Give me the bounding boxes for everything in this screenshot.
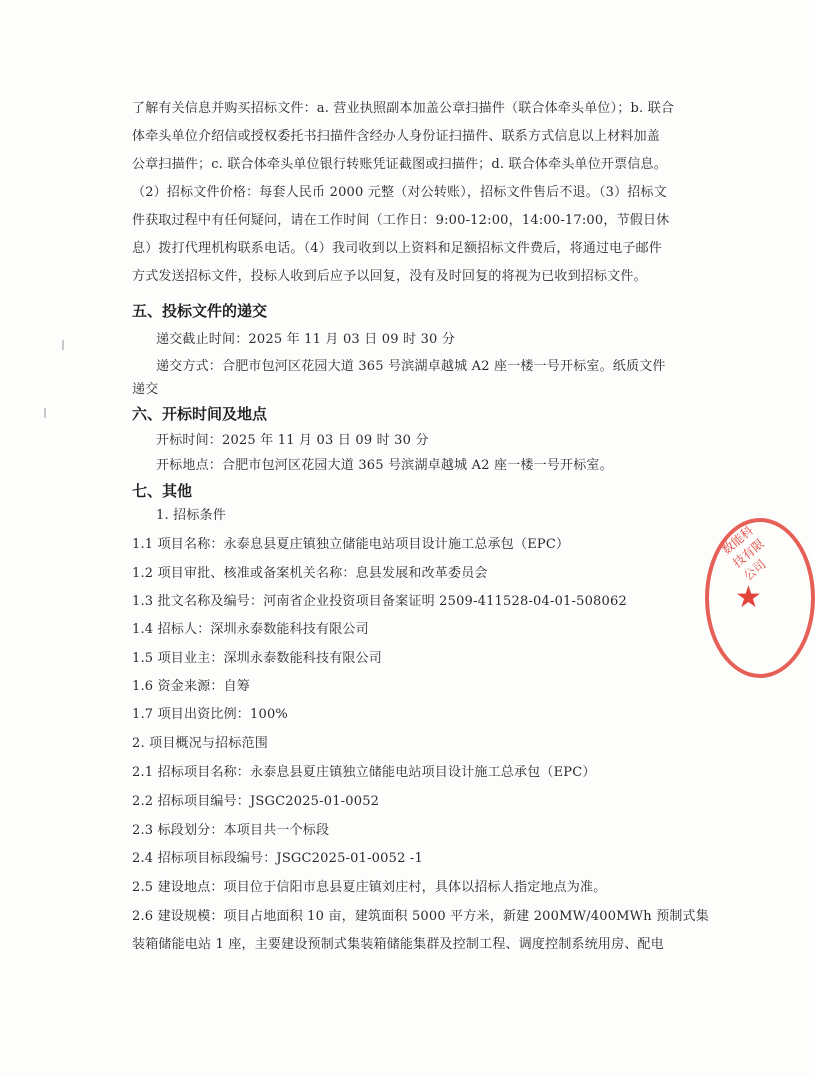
seal-star-icon: ★ <box>735 580 762 615</box>
opening-place: 开标地点：合肥市包河区花园大道 365 号滨湖卓越城 A2 座一楼一号开标室。 <box>156 458 613 473</box>
item-2-3: 2.3 标段划分：本项目共一个标段 <box>132 823 330 838</box>
item-1-7: 1.7 项目出资比例：100% <box>132 707 288 722</box>
intro-line-3: 公章扫描件；c. 联合体牵头单位银行转账凭证截图或扫描件；d. 联合体牵头单位开票信息。 <box>132 157 667 172</box>
scan-speck <box>44 408 46 418</box>
item-2-5: 2.5 建设地点：项目位于信阳市息县夏庄镇刘庄村，具体以招标人指定地点为准。 <box>132 880 607 895</box>
item-2-1: 2.1 招标项目名称：永泰息县夏庄镇独立储能电站项目设计施工总承包（EPC） <box>132 765 596 780</box>
item-1-3: 1.3 批文名称及编号：河南省企业投资项目备案证明 2509-411528-04-01-508062 <box>132 594 627 609</box>
item-1-5: 1.5 项目业主：深圳永泰数能科技有限公司 <box>132 651 383 666</box>
intro-line-7: 方式发送招标文件，投标人收到后应予以回复，没有及时回复的将视为已收到招标文件。 <box>132 269 647 284</box>
seal-text: 数能科技有限公司 <box>719 523 769 584</box>
section7-heading: 七、其他 <box>132 482 193 500</box>
opening-time: 开标时间：2025 年 11 月 03 日 09 时 30 分 <box>156 433 429 448</box>
section6-heading: 六、开标时间及地点 <box>132 405 268 423</box>
item-1-6: 1.6 资金来源：自筹 <box>132 679 251 694</box>
item-2-2: 2.2 招标项目编号：JSGC2025-01-0052 <box>132 794 380 809</box>
item-1-4: 1.4 招标人：深圳永泰数能科技有限公司 <box>132 622 369 637</box>
submission-method-line2: 递交 <box>132 382 159 397</box>
submission-deadline: 递交截止时间：2025 年 11 月 03 日 09 时 30 分 <box>156 332 456 347</box>
intro-line-4: （2）招标文件价格：每套人民币 2000 元整（对公转账），招标文件售后不退。（3）招标文 <box>132 185 667 200</box>
intro-line-2: 体牵头单位介绍信或授权委托书扫描件含经办人身份证扫描件、联系方式信息以上材料加盖 <box>132 129 661 144</box>
item-2-4: 2.4 招标项目标段编号：JSGC2025-01-0052 -1 <box>132 851 423 866</box>
subsection-1-title: 1. 招标条件 <box>156 508 226 523</box>
subsection-2-title: 2. 项目概况与招标范围 <box>132 736 268 751</box>
item-2-6-line1: 2.6 建设规模：项目占地面积 10 亩，建筑面积 5000 平方米，新建 200MW/400MWh 预制式集 <box>132 909 709 924</box>
intro-line-1: 了解有关信息并购买招标文件：a. 营业执照副本加盖公章扫描件（联合体牵头单位）；b. 联合 <box>132 101 675 116</box>
section5-heading: 五、投标文件的递交 <box>132 302 268 320</box>
intro-line-6: 息）拨打代理机构联系电话。（4）我司收到以上资料和足额招标文件费后，将通过电子邮件 <box>132 241 662 256</box>
item-2-6-line2: 装箱储能电站 1 座，主要建设预制式集装箱储能集群及控制工程、调度控制系统用房、配电 <box>132 937 664 952</box>
submission-method-line1: 递交方式：合肥市包河区花园大道 365 号滨湖卓越城 A2 座一楼一号开标室。纸质文件 <box>156 359 666 374</box>
scan-speck <box>62 340 64 350</box>
intro-line-5: 件获取过程中有任何疑问，请在工作时间（工作日：9:00-12:00，14:00-17:00，节假日休 <box>132 213 670 228</box>
item-1-2: 1.2 项目审批、核准或备案机关名称：息县发展和改革委员会 <box>132 566 488 581</box>
item-1-1: 1.1 项目名称：永泰息县夏庄镇独立储能电站项目设计施工总承包（EPC） <box>132 537 570 552</box>
